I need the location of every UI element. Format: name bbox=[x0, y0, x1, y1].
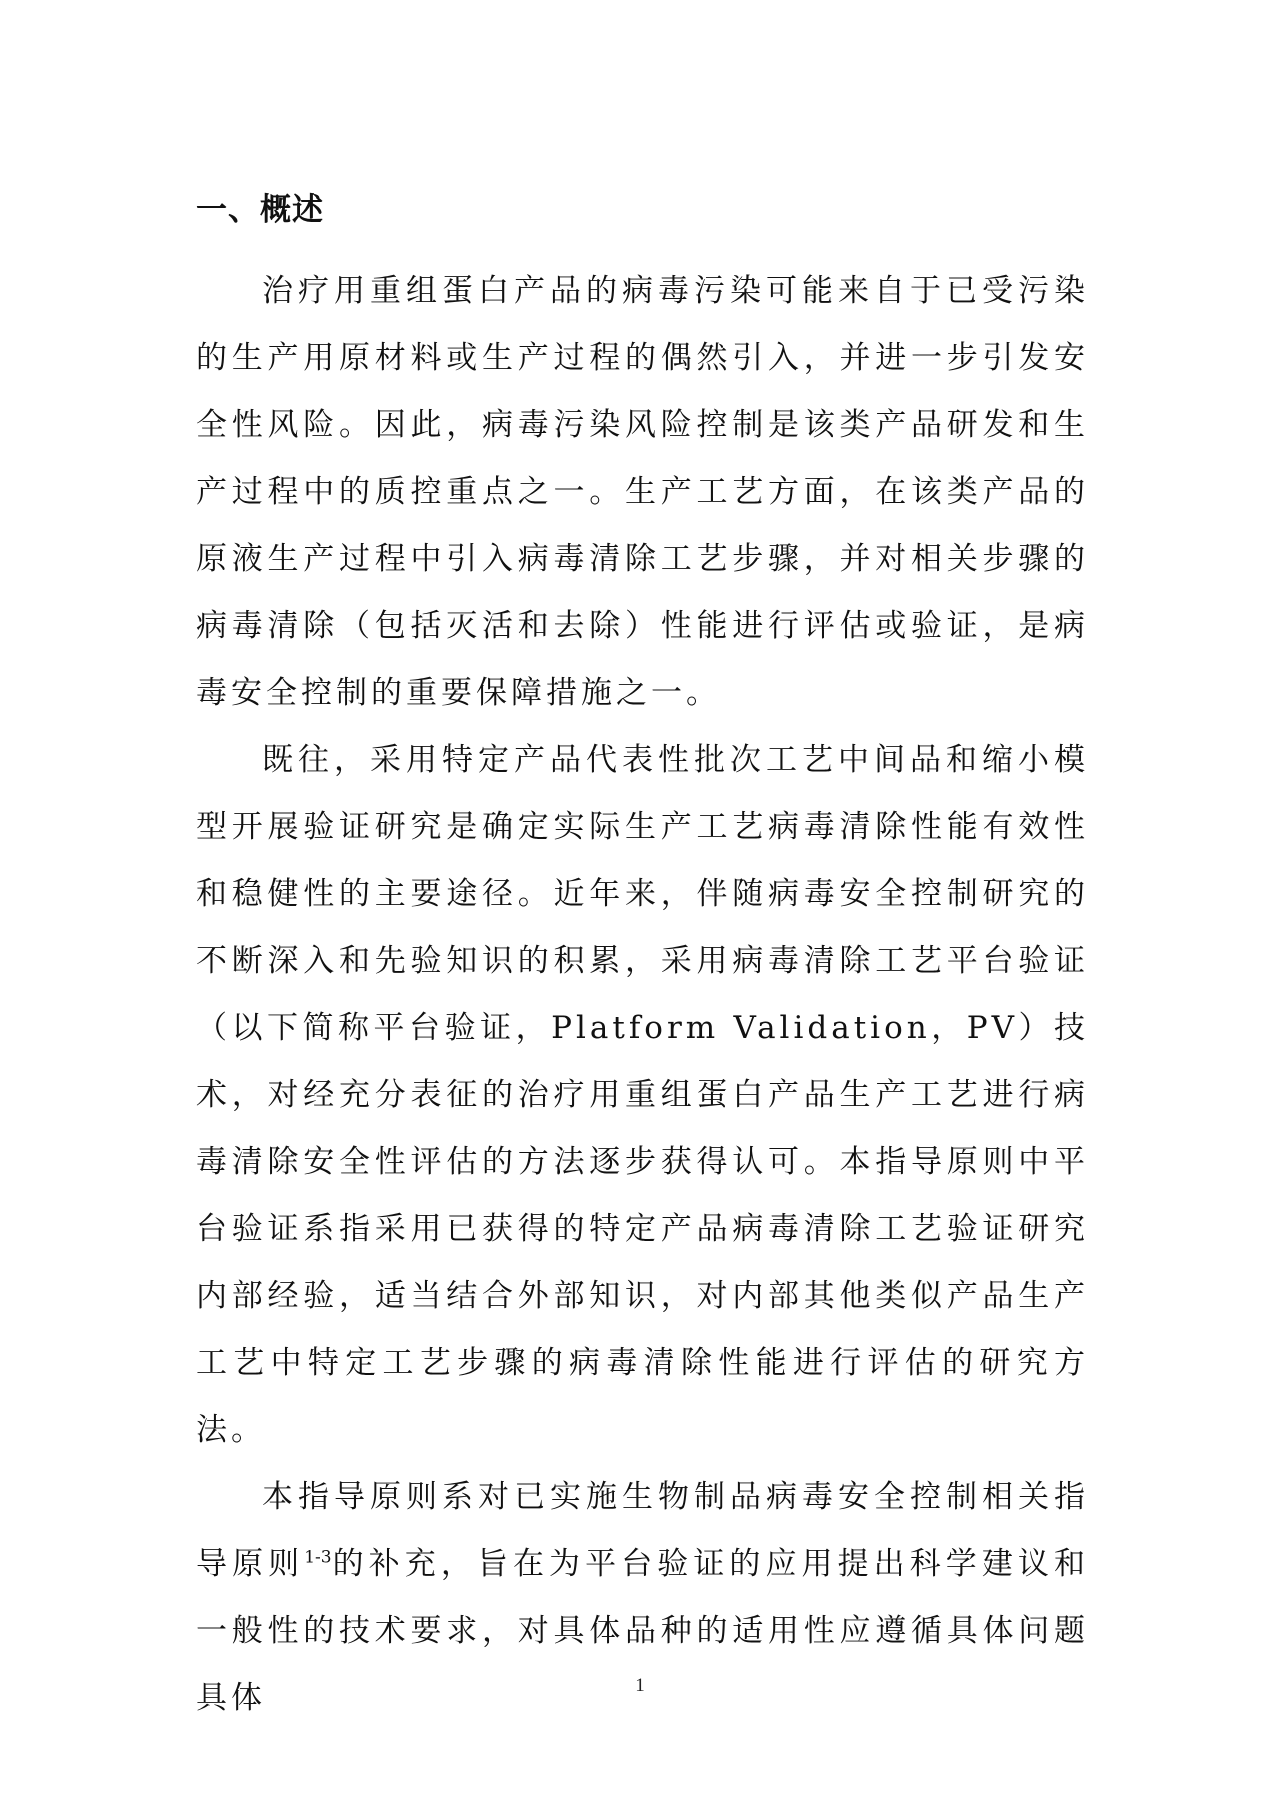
paragraph-overview-1: 治疗用重组蛋白产品的病毒污染可能来自于已受污染的生产用原材料或生产过程的偶然引入，并进一步引发安全性风险。因此，病毒污染风险控制是该类产品研发和生产过程中的质控重点之一。生产工艺方面，在该类产品的原液生产过程中引入病毒清除工艺步骤，并对相关步骤的病毒清除（包括灭活和去除）性能进行评估或验证，是病毒安全控制的重要保障措施之一。 bbox=[196, 273, 1089, 711]
section-heading: 一、概述 bbox=[196, 192, 324, 228]
page-number: 1 bbox=[635, 1675, 645, 1696]
paragraph-3-text-before: 本指导原则系对已实施生物制品病毒安全控制相关指导原则 bbox=[196, 1479, 1089, 1582]
reference-superscript: 1-3 bbox=[304, 1547, 332, 1568]
paragraph-3-text-after: 的补充，旨在为平台验证的应用提出科学建议和一般性的技术要求，对具体品种的适用性应遵循具体问题具体 bbox=[196, 1546, 1089, 1716]
document-body bbox=[196, 190, 1089, 1732]
paragraph-overview-2: 既往，采用特定产品代表性批次工艺中间品和缩小模型开展验证研究是确定实际生产工艺病毒清除性能有效性和稳健性的主要途径。近年来，伴随病毒安全控制研究的不断深入和先验知识的积累，采用病毒清除工艺平台验证（以下简称平台验证，Platform Validation，PV）技术，对经充分表征的治疗用重组蛋白产品生产工艺进行病毒清除安全性评估的方法逐步获得认可。本指导原则中平台验证系指采用已获得的特定产品病毒清除工艺验证研究内部经验，适当结合外部知识，对内部其他类似产品生产工艺中特定工艺步骤的病毒清除性能进行评估的研究方法。 bbox=[196, 742, 1089, 1448]
